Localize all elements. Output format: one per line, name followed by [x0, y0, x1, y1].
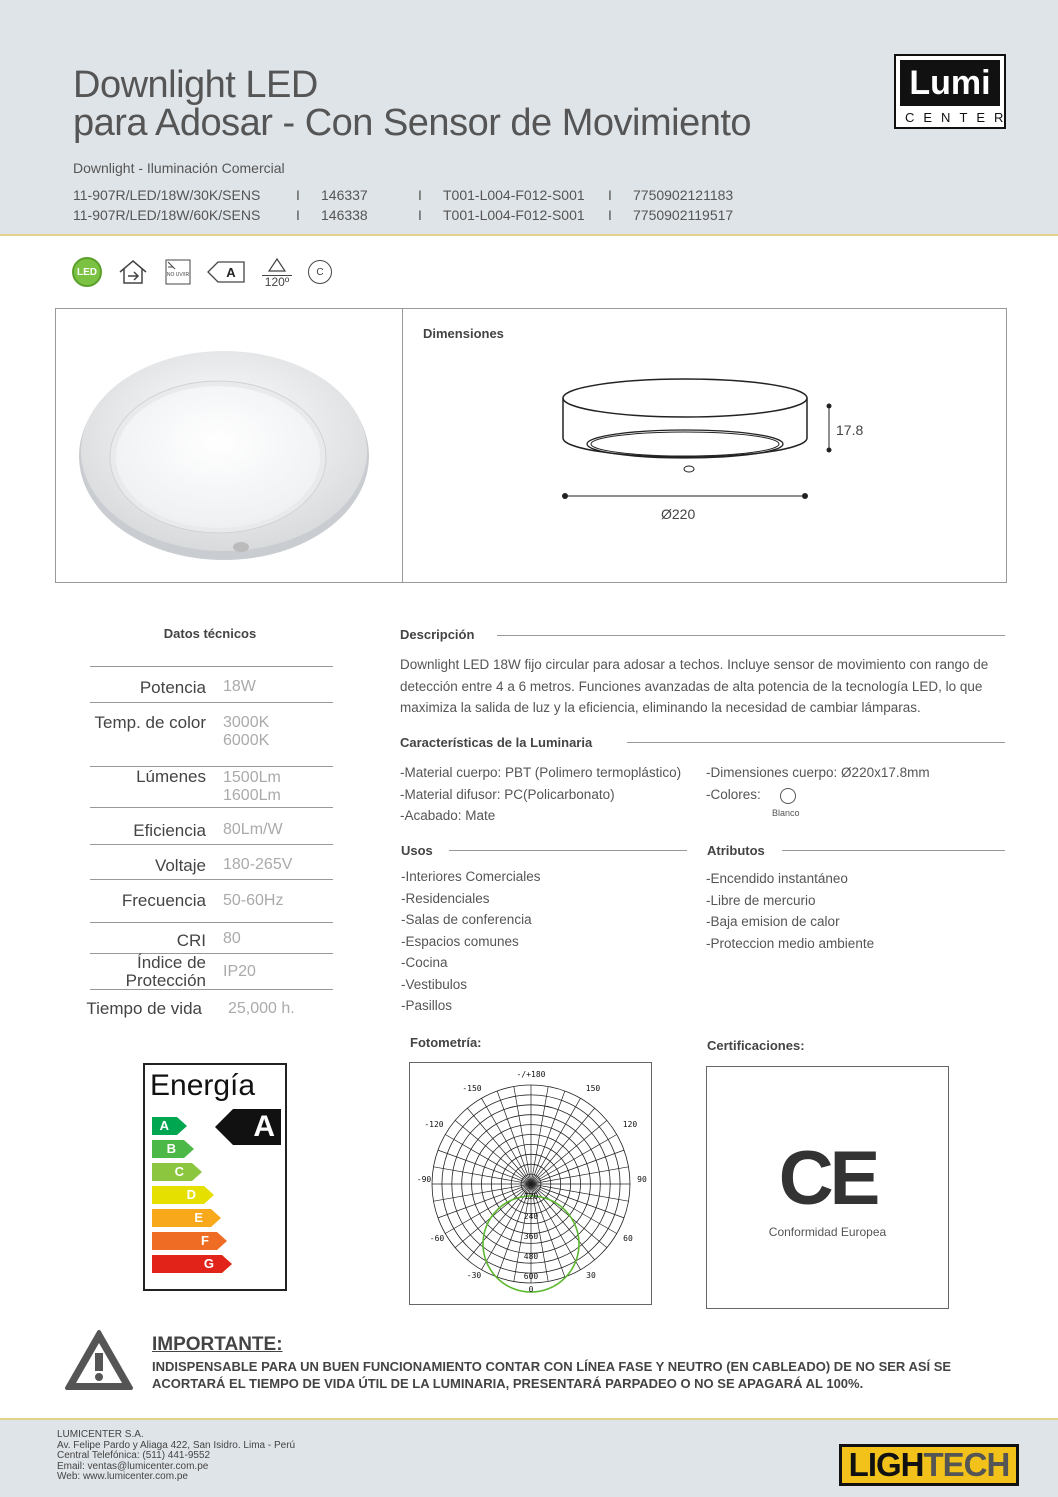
spec-row	[90, 666, 333, 702]
warning-line: ACORTARÁ EL TIEMPO DE VIDA ÚTIL DE LA LUMINARIA, PRESENTARÁ PARPADEO O NO SE APAGARÁ AL 100%.	[152, 1376, 864, 1391]
led-badge: LED	[72, 257, 102, 287]
separator: I	[608, 187, 612, 203]
spec-value-2: 1600Lm	[223, 787, 281, 804]
tech-data-title: Datos técnicos	[163, 626, 257, 641]
indoor-house-icon	[116, 256, 150, 288]
features-title: Características de la Luminaria	[400, 735, 593, 750]
polar-angle-label: 0	[528, 1285, 534, 1294]
warning-line: INDISPENSABLE PARA UN BUEN FUNCIONAMIENTO CONTAR CON LÍNEA FASE Y NEUTRO (EN CABLEADO) DE NO SER ASÍ SE	[152, 1359, 952, 1374]
color-swatch-white	[780, 788, 796, 804]
spec-value: IP20	[223, 963, 256, 980]
uso-item: -Salas de conferencia	[401, 912, 532, 927]
spec-value-2: 6000K	[223, 732, 270, 749]
logo-bottom: CENTER	[905, 110, 1013, 125]
polar-angle-label: 150	[585, 1084, 601, 1093]
uso-item: -Pasillos	[401, 998, 453, 1013]
code-ref: 11-907R/LED/18W/30K/SENS	[73, 187, 261, 203]
energy-label	[143, 1063, 287, 1291]
feature-item: -Dimensiones cuerpo: Ø220x17.8mm	[706, 765, 930, 780]
warning-icon	[64, 1329, 134, 1391]
atributo-item: -Proteccion medio ambiente	[706, 935, 875, 951]
polar-radial-label: 120	[523, 1192, 539, 1201]
energy-bar-d: D	[152, 1186, 204, 1204]
footer-line: LUMICENTER S.A.	[57, 1429, 144, 1440]
polar-angle-label: 90	[637, 1175, 647, 1184]
spec-value: 180-265V	[223, 856, 293, 873]
polar-angle-label: 60	[623, 1234, 633, 1243]
energy-bar-e: E	[152, 1209, 211, 1227]
energy-title: Energía	[150, 1069, 256, 1102]
color-name: Blanco	[772, 808, 800, 818]
height-label: 17.8	[836, 422, 864, 438]
spec-value: 50-60Hz	[223, 892, 284, 909]
atributos-list	[706, 868, 874, 954]
code-id: 146338	[321, 207, 368, 223]
spec-key: Tiempo de vida	[86, 999, 202, 1018]
class-text: A	[226, 265, 236, 280]
angle-label: 120º	[262, 275, 292, 288]
spec-key-2: Protección	[125, 971, 206, 990]
certifications-title: Certificaciones:	[707, 1038, 805, 1053]
atributos-title: Atributos	[707, 843, 765, 858]
description-text	[400, 654, 1015, 719]
polar-diagram	[410, 1063, 651, 1304]
rule	[627, 742, 1005, 743]
spec-key: Potencia	[139, 678, 206, 697]
polar-angle-label: -/+180	[516, 1070, 546, 1079]
dimensions-title: Dimensiones	[423, 326, 504, 341]
beam-angle-icon	[260, 256, 294, 288]
title-line-1: Downlight LED	[73, 64, 318, 106]
polar-radial-label: 600	[523, 1272, 539, 1281]
spec-row	[90, 879, 333, 922]
atributo-item: -Baja emision de calor	[706, 914, 840, 929]
uso-item: -Espacios comunes	[401, 933, 519, 949]
usos-title: Usos	[401, 843, 433, 858]
code-row	[73, 187, 733, 207]
c-mark-text: C	[308, 260, 332, 284]
spec-row	[90, 702, 333, 766]
atributo-item: -Encendido instantáneo	[706, 871, 848, 886]
spec-key: Eficiencia	[133, 821, 206, 840]
footer-address	[57, 1430, 295, 1483]
spec-row	[90, 953, 333, 990]
energy-bar-a: A	[152, 1117, 177, 1135]
footer-line: Av. Felipe Pardo y Aliaga 422, San Isidro. Lima - Perú	[57, 1439, 296, 1451]
certifications-box	[706, 1066, 949, 1309]
polar-angle-label: -120	[424, 1120, 444, 1129]
spec-row	[90, 766, 333, 807]
polar-angle-label: 120	[622, 1120, 638, 1129]
feature-item: -Material difusor: PC(Policarbonato)	[400, 786, 615, 802]
brand-part-a: LIGH	[848, 1446, 924, 1483]
description-line: maximiza la salida de luz y la eficiencia, eliminando la necesidad de cambiar lámparas.	[400, 700, 921, 715]
product-codes	[73, 187, 733, 227]
energy-class-arrow: A	[233, 1109, 281, 1145]
separator: I	[296, 187, 300, 203]
energy-bar-f: F	[152, 1232, 217, 1250]
energy-bar-b: B	[152, 1140, 184, 1158]
polar-angle-label: -60	[429, 1234, 445, 1243]
led-icon	[72, 256, 102, 288]
uso-item: -Interiores Comerciales	[401, 869, 541, 884]
lumicenter-logo	[894, 54, 1013, 129]
separator: I	[296, 207, 300, 223]
code-ean: 7750902121183	[633, 187, 734, 203]
product-image-box	[55, 308, 1007, 583]
spec-value: 25,000 h.	[228, 1000, 295, 1017]
spec-key: Frecuencia	[121, 891, 206, 910]
energy-class-icon	[206, 256, 246, 288]
usos-list	[401, 866, 541, 1017]
feature-item: -Material cuerpo: PBT (Polimero termoplástico)	[400, 765, 682, 780]
spec-row	[86, 990, 333, 1026]
atributo-item: -Libre de mercurio	[706, 892, 816, 908]
diameter-label: Ø220	[661, 506, 696, 522]
spec-value: 3000K	[223, 714, 270, 731]
warning-title: IMPORTANTE:	[152, 1334, 283, 1355]
spec-row	[90, 922, 333, 953]
ce-label: Conformidad Europea	[768, 1225, 887, 1239]
polar-radial-label: 480	[523, 1252, 539, 1261]
description-title: Descripción	[400, 627, 475, 642]
feature-icons	[72, 256, 346, 288]
separator: I	[418, 187, 422, 203]
energy-bar-c: C	[152, 1163, 192, 1181]
polar-angle-label: -150	[462, 1084, 482, 1093]
spec-value: 18W	[223, 678, 256, 695]
polar-radial-label: 360	[523, 1232, 539, 1241]
features-left	[400, 762, 681, 827]
c-mark-icon	[308, 256, 332, 288]
spec-value: 80Lm/W	[223, 821, 283, 838]
feature-item: -Colores:	[706, 786, 761, 802]
feature-item: -Acabado: Mate	[400, 808, 496, 823]
separator: I	[418, 207, 422, 223]
spec-key: Índice de	[137, 953, 206, 972]
separator: I	[608, 207, 612, 223]
photometry-chart	[409, 1062, 652, 1305]
footer-line: Central Telefónica: (511) 441-9552	[57, 1450, 211, 1461]
spec-row	[90, 807, 333, 844]
code-ean: 7750902119517	[633, 207, 734, 223]
brand-part-b: TECH	[923, 1446, 1010, 1483]
polar-angle-label: -30	[466, 1271, 482, 1280]
no-uv-ir-icon	[164, 256, 192, 288]
polar-angle-label: -90	[416, 1175, 432, 1184]
warning-block	[152, 1334, 951, 1392]
product-photo	[76, 339, 376, 569]
spec-value: 80	[223, 930, 241, 947]
rule	[449, 850, 687, 851]
title-line-2: para Adosar - Con Sensor de Movimiento	[73, 102, 752, 144]
rule	[782, 850, 1005, 851]
header	[0, 0, 1058, 236]
spec-key: CRI	[176, 931, 206, 950]
rule	[497, 635, 1005, 636]
logo-top: Lumi	[900, 60, 1000, 106]
code-row	[73, 207, 733, 227]
subtitle: Downlight - Iluminación Comercial	[73, 160, 285, 176]
code-id: 146337	[321, 187, 368, 203]
lightech-logo	[839, 1444, 1019, 1486]
spec-row	[90, 844, 333, 879]
code-tcode: T001-L004-F012-S001	[443, 187, 585, 203]
footer-line: Email: ventas@lumicenter.com.pe	[57, 1460, 209, 1472]
spec-key: Voltaje	[154, 856, 206, 875]
spec-key: Temp. de color	[94, 713, 206, 732]
page-title	[73, 66, 751, 142]
spec-value: 1500Lm	[223, 769, 281, 786]
footer-line: Web: www.lumicenter.com.pe	[57, 1471, 188, 1482]
photometry-title: Fotometría:	[410, 1035, 482, 1050]
polar-radial-label: 240	[523, 1212, 539, 1221]
code-ref: 11-907R/LED/18W/60K/SENS	[73, 207, 261, 223]
polar-angle-label: 30	[586, 1271, 596, 1280]
no-uvir-text: NO UV/IR	[166, 272, 190, 278]
uso-item: -Residenciales	[401, 890, 490, 906]
description-line: detección entre 4 a 6 metros. Funciones avanzadas de alta potencia de la tecnología LED, lo que	[400, 678, 983, 694]
code-tcode: T001-L004-F012-S001	[443, 207, 585, 223]
uso-item: -Cocina	[401, 955, 448, 970]
dimensions-drawing	[546, 374, 946, 534]
divider	[402, 309, 403, 582]
description-line: Downlight LED 18W fijo circular para adosar a techos. Incluye sensor de movimiento con rango de	[400, 657, 989, 672]
energy-bar-g: G	[152, 1255, 222, 1273]
features-right	[706, 762, 930, 805]
uso-item: -Vestibulos	[401, 976, 468, 992]
spec-key: Lúmenes	[136, 767, 206, 786]
ce-mark: CE	[778, 1136, 877, 1221]
